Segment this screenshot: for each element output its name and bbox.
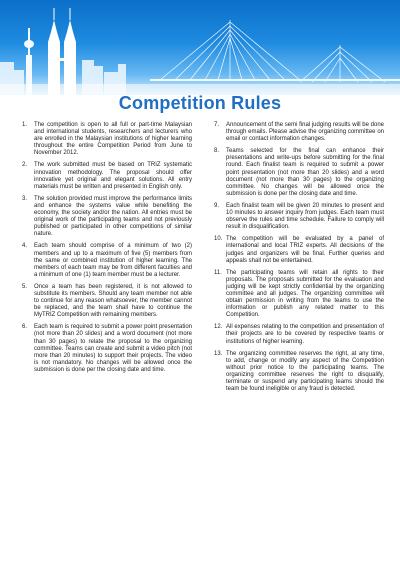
rule-text: Teams selected for the final can enhance their presentations and write-ups before submitting for the final round. Each finalist team is required to submit a power point presentation (not more than 20 slides) and a word document (not more than 30 pages) to the organizing committee. No changes will be allowed once the submission is done per the closing date and time. <box>226 148 384 197</box>
rule-text: All expenses relating to the competition and presentation of their projects are to be covered by respective teams or institutions of higher learning. <box>226 324 384 345</box>
rule-number: 1. <box>22 122 28 128</box>
rule-number: 6. <box>22 324 28 331</box>
rule-number: 12. <box>214 324 223 331</box>
rule-text: The participating teams will retain all rights to their proposals. The proposals submitted for the evaluation and judging will be kept strictly confidential by the organizing committee and all judges. The organizing committee will obtain permission in writing from the teams to use the information or publish any related matter to this Competition. <box>226 269 384 319</box>
rule-text: The solution provided must improve the performance limits and enhance the systems value while benefiting the economy, the society and/or the nation. All entries must be original work of the participating teams and not previously published or participated in other competitions of similar nature. <box>34 195 192 238</box>
page-title: Competition Rules <box>118 93 282 113</box>
rule-number: 2. <box>22 162 28 169</box>
rule-text: The work submitted must be based on TRIZ systematic innovation methodology. The proposal should offer innovative yet original and elegant solutions. All entry materials must be written and presented in English only. <box>34 162 192 190</box>
rule-text: Each team should comprise of a minimum of two (2) members and up to a maximum of five (5) members from the same or combined institution of higher learning. The members of each team may be from different faculties and a minimum of one (1) team member must be a lecturer. <box>34 243 192 278</box>
skyline-banner <box>0 0 400 95</box>
rule-text: The competition is open to all full or part-time Malaysian and international students, researchers and lecturers who are enrolled in the Malaysian institutions of higher learning throughout the entire Competition Period from June to November 2012. <box>34 122 192 157</box>
rule-item <box>22 196 192 239</box>
rule-number: 3. <box>22 195 28 202</box>
rule-number: 5. <box>22 283 28 290</box>
skyline-illustration <box>0 0 400 95</box>
rule-item <box>22 284 192 319</box>
rule-text: The organizing committee reserves the right, at any time, to add, change or modify any aspect of the Competition without prior notice to the participating teams. The organizing committee reserves the right to disqualify, terminate or suspend any participating teams should the team be found ineligible or any fraud is detected. <box>226 350 384 393</box>
rule-text: Each team is required to submit a power point presentation (not more than 20 slides) and a word document (not more than 30 pages) to relate the proposal to the organizing committee. Teams can create and submit a video pitch (not more than 20 minutes) to support their projects. The video is not mandatory. No changes will be allowed once the submission is done per the closing date and time. <box>34 324 192 373</box>
rule-text: Once a team has been registered, it is not allowed to substitute its members. Should any team member not able to continue for any reason whatsoever, the member cannot be replaced, and the team shall have to continue the MyTRIZ Competition with remaining members. <box>34 283 192 319</box>
rules-column-right <box>214 122 384 552</box>
rule-number: 13. <box>214 350 223 357</box>
rule-item <box>214 148 384 198</box>
rule-text: Each finalist team will be given 20 minutes to present and 10 minutes to answer inquiry from judges. Each team must observe the rules and time schedule. Failure to comply will result in disqualification. <box>226 202 384 231</box>
rule-item <box>214 351 384 394</box>
rule-item <box>22 122 192 157</box>
rules-columns <box>22 122 384 552</box>
rule-number: 10. <box>214 236 223 243</box>
rule-number: 4. <box>22 243 28 250</box>
rule-text: Announcement of the semi final judging results will be done through emails. Please advise the organizing committee on email or contact information changes. <box>226 122 384 143</box>
rule-item <box>214 236 384 264</box>
rule-item <box>22 324 192 374</box>
rule-number: 9. <box>214 202 220 209</box>
rule-item <box>214 324 384 345</box>
rule-number: 11. <box>214 269 222 276</box>
rule-item <box>214 122 384 143</box>
rule-item <box>22 162 192 190</box>
rules-column-left <box>22 122 192 552</box>
rule-item <box>22 243 192 278</box>
rule-item <box>214 270 384 320</box>
rule-item <box>214 203 384 231</box>
rule-number: 8. <box>214 148 220 155</box>
rule-number: 7. <box>214 122 220 128</box>
rule-text: The competition will be evaluated by a panel of international and local TRIZ experts. All decisions of the judges and organizers will be final. Further queries and appeals shall not be entertained. <box>226 236 384 264</box>
